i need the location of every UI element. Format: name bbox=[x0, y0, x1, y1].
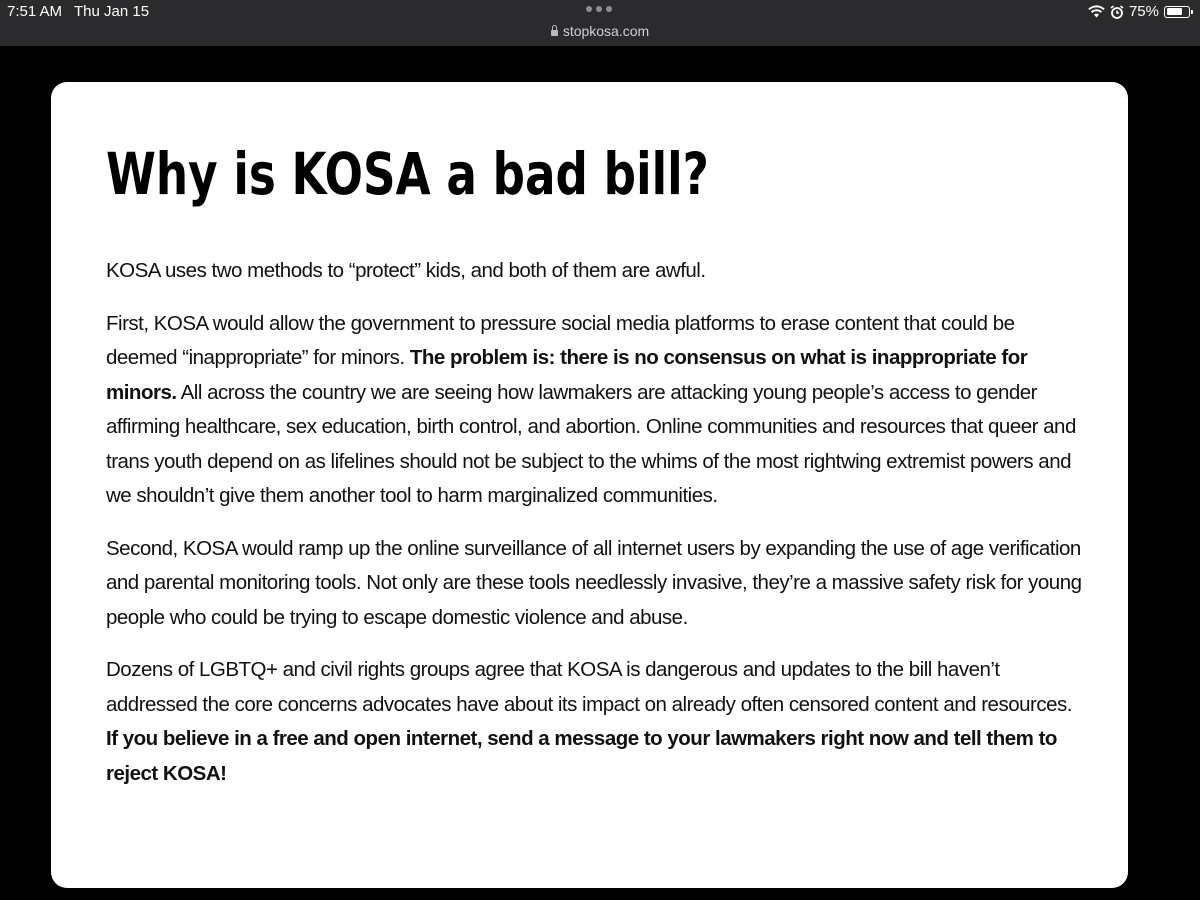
paragraph-text: First, KOSA would allow the government to pressure social media platforms to erase content that could be deemed “inappropriate” for minors. bbox=[106, 311, 1015, 369]
battery-percent: 75% bbox=[1128, 3, 1159, 20]
paragraph-text: Dozens of LGBTQ+ and civil rights groups agree that KOSA is dangerous and updates to the bill haven’t addressed the core concerns advocates have about its impact on already often censored content and resources. bbox=[106, 658, 1072, 716]
status-date: Thu Jan 15 bbox=[74, 3, 150, 20]
status-bar bbox=[0, 0, 1200, 46]
status-time: 7:51 AM bbox=[7, 3, 63, 20]
wifi-icon bbox=[1088, 5, 1105, 18]
paragraph-first-method bbox=[106, 307, 1086, 514]
article-body bbox=[106, 254, 1086, 809]
paragraph-intro: KOSA uses two methods to “protect” kids, and both of them are awful. bbox=[106, 259, 706, 282]
paragraph-call-to-action bbox=[106, 653, 1086, 791]
status-indicators bbox=[1088, 3, 1190, 20]
content-card bbox=[51, 82, 1128, 888]
paragraph-emphasis: The problem is: there is no consensus on what is inappropriate for minors. bbox=[106, 346, 1028, 404]
address-bar[interactable] bbox=[0, 23, 1200, 39]
battery-icon bbox=[1164, 6, 1190, 18]
lock-icon bbox=[551, 30, 558, 36]
battery-fill bbox=[1167, 8, 1183, 15]
paragraph-second-method: Second, KOSA would ramp up the online surveillance of all internet users by expanding the use of age verification and parental monitoring tools. Not only are these tools needlessly invasive, they’re a massive safety risk for young people who could be trying to escape domestic violence and abuse. bbox=[106, 536, 1082, 629]
paragraph-emphasis: If you believe in a free and open internet, send a message to your lawmakers right now and tell them to reject KOSA! bbox=[106, 727, 1057, 785]
alarm-icon bbox=[1110, 5, 1124, 19]
page-title: Why is KOSA a bad bill? bbox=[106, 140, 709, 208]
multitasking-dots-icon[interactable] bbox=[586, 6, 612, 12]
url-text: stopkosa.com bbox=[562, 23, 650, 39]
paragraph-text: All across the country we are seeing how lawmakers are attacking young people’s access to gender affirming healthcare, sex education, birth control, and abortion. Online communities and resources that queer and trans youth depend on as lifelines should not be subject to the whims of the most rightwing extremist powers and we shouldn’t give them another tool to harm marginalized communities. bbox=[106, 380, 1076, 507]
